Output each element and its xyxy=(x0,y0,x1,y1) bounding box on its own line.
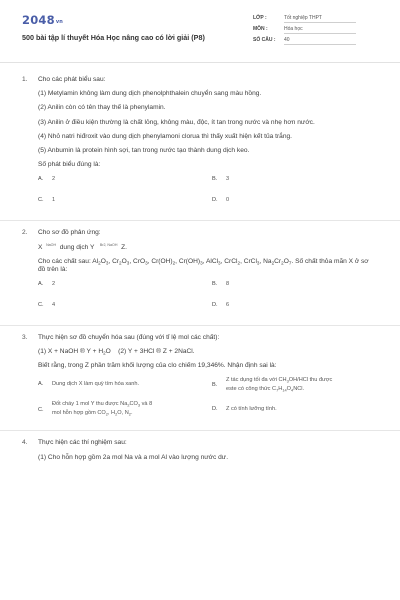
meta-value-mon: Hóa học xyxy=(284,26,356,34)
statement-4: (4) Nhỏ natri hiđroxit vào dung dịch phenylamoni clorua thì thấy xuất hiện kết tủa trắng. xyxy=(38,132,293,140)
option-d[interactable] xyxy=(212,406,277,413)
question-4 xyxy=(0,439,400,461)
option-text: Z có tính lưỡng tính. xyxy=(226,406,277,413)
option-c[interactable] xyxy=(38,400,152,417)
statement-2: (2) Anilin còn có tên thay thế là phenylamin. xyxy=(38,104,166,112)
question-prompt: Số phát biểu đúng là: xyxy=(38,161,101,169)
answer-options xyxy=(0,376,400,428)
option-text: 3 xyxy=(226,175,230,182)
option-b[interactable] xyxy=(212,176,229,183)
option-text: 8 xyxy=(226,280,230,287)
question-2 xyxy=(0,229,400,275)
meta-label-lop: LỚP : xyxy=(253,15,267,21)
option-b[interactable] xyxy=(212,281,229,288)
statement-5: (5) Anbumin là protein hình sợi, tan trong nước tạo thành dung dịch keo. xyxy=(38,147,250,155)
question-divider xyxy=(0,325,400,326)
answer-options xyxy=(0,281,400,323)
option-key: A. xyxy=(38,280,44,287)
question-stem: Cho các phát biểu sau: xyxy=(38,76,106,83)
option-key: B. xyxy=(212,175,218,182)
option-key: D. xyxy=(212,301,218,308)
question-stem: Cho sơ đồ phản ứng: xyxy=(38,228,101,236)
option-key: B. xyxy=(212,280,218,287)
question-stem: Thực hiện các thí nghiệm sau: xyxy=(38,439,127,447)
option-text: 2 xyxy=(52,280,56,287)
option-text: Đốt cháy 1 mol Y thu được $Na_2CO_3$ và 8 mol hỗn hợp gồm $CO_2$, $H_2O$, $N_2$. xyxy=(52,401,153,417)
option-key: C. xyxy=(38,407,44,414)
document-title: 500 bài tập lí thuyết Hóa Học nâng cao có lời giải (P8) xyxy=(22,33,205,42)
statement-3: (3) Anilin ở điều kiện thường là chất lỏng, không màu, độc, ít tan trong nước và nhẹ hơn nước. xyxy=(38,118,315,126)
option-d[interactable] xyxy=(212,197,229,204)
option-text: Z tác dụng tối đa với $CH_3OH$/HCl thu được este có công thức $C_7H_{14}O_4NCl$. xyxy=(226,377,333,393)
option-text: 1 xyxy=(52,196,56,203)
option-c[interactable] xyxy=(38,197,55,204)
scheme-x: X xyxy=(38,243,43,251)
logo-text: 2048 xyxy=(22,13,55,27)
scheme-z: Z. xyxy=(121,243,127,251)
option-text: 0 xyxy=(226,196,230,203)
meta-label-socau: SỐ CÂU : xyxy=(253,37,276,43)
option-key: B. xyxy=(212,382,218,389)
reagent-arrow-1: NaOH xyxy=(46,242,57,247)
scheme-y: dung dịch Y xyxy=(59,243,95,251)
site-logo[interactable] xyxy=(22,13,63,27)
option-key: C. xyxy=(38,301,44,308)
meta-value-socau: 40 xyxy=(284,37,356,45)
answer-options xyxy=(0,176,400,218)
question-1 xyxy=(0,76,400,170)
option-text: 6 xyxy=(226,301,230,308)
statement-1: (1) Metylamin không làm dung dịch phenolphthalein chuyển sang màu hồng. xyxy=(38,90,262,98)
header-divider xyxy=(0,62,400,63)
reagent-arrow-2: Br2, NaOH xyxy=(99,242,118,247)
meta-label-mon: MÔN : xyxy=(253,26,268,32)
option-key: D. xyxy=(212,406,218,413)
meta-value-lop: Tốt nghiệp THPT xyxy=(284,15,356,23)
reaction-equations: (1) X + NaOH ® $Y + H_2O$ (2) Y + 3HCl ® Z + 2NaCl. xyxy=(38,347,195,356)
option-c[interactable] xyxy=(38,302,55,309)
option-text: 4 xyxy=(52,301,56,308)
option-a[interactable] xyxy=(38,381,139,388)
option-a[interactable] xyxy=(38,176,55,183)
option-d[interactable] xyxy=(212,302,229,309)
option-a[interactable] xyxy=(38,281,55,288)
question-prompt: Biết rằng, trong Z phần trăm khối lượng của clo chiếm 19,346%. Nhận định sai là: xyxy=(38,362,277,370)
option-text: Dung dịch X làm quỳ tím hóa xanh. xyxy=(52,381,140,388)
question-number: 4. xyxy=(22,439,28,447)
question-divider xyxy=(0,430,400,431)
page-header xyxy=(0,0,400,66)
logo-suffix: vn xyxy=(55,19,64,25)
question-list xyxy=(0,76,400,468)
option-text: 2 xyxy=(52,175,56,182)
statement-1: (1) Cho hỗn hợp gồm 2a mol Na và a mol Al vào lượng nước dư. xyxy=(38,453,229,461)
option-key: A. xyxy=(38,381,44,388)
option-key: A. xyxy=(38,175,44,182)
substance-list: Cho các chất sau: $Al_2O_3$, $Cr_2O_3$, CrO$_3$, $Cr(OH)_2$, $Cr(OH)_3$, AlCl$_3$, CrCl$_2$, CrCl$_3$, $Na_2Cr_2O_7$. Số chất thỏa mãn X ở sơ đồ trên là: xyxy=(38,258,369,274)
question-number: 3. xyxy=(22,333,28,341)
question-divider xyxy=(0,220,400,221)
question-3 xyxy=(0,334,400,371)
question-prompt: Số chất thỏa mãn X ở sơ đồ trên là: xyxy=(38,258,369,274)
question-stem: Thực hiện sơ đồ chuyển hóa sau (đúng với tỉ lệ mol các chất): xyxy=(38,333,220,341)
option-b[interactable] xyxy=(212,376,332,393)
option-key: D. xyxy=(212,196,218,203)
question-number: 1. xyxy=(22,76,28,83)
option-key: C. xyxy=(38,196,44,203)
reaction-scheme xyxy=(38,243,376,252)
question-number: 2. xyxy=(22,228,28,236)
